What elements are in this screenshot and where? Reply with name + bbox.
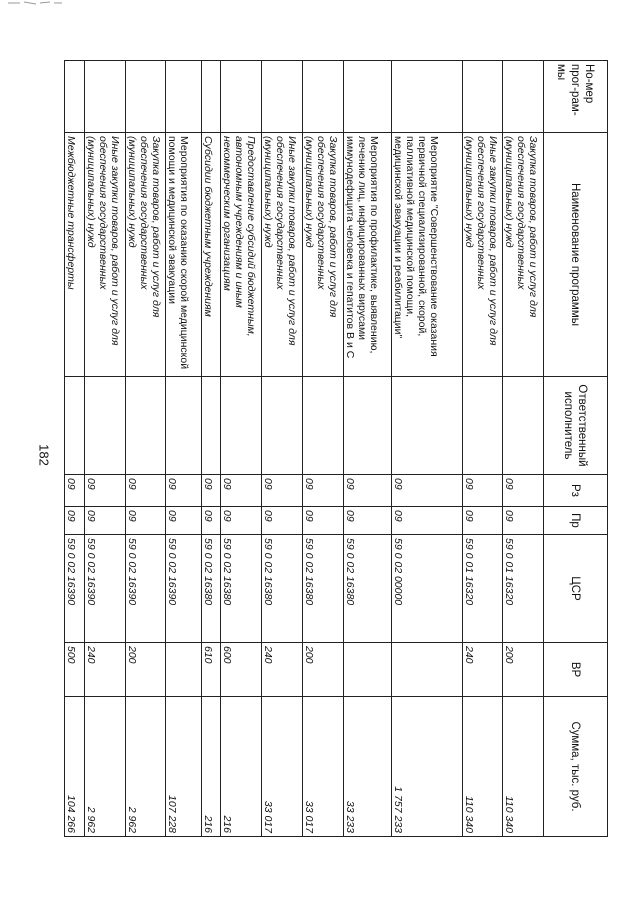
cell-vr: 200 bbox=[302, 643, 343, 697]
cell-program-name: Мероприятия по профилактике, выявлению, лечению лиц, инфицированных вирусами иммунодефицита человека и гепатитов В и С bbox=[343, 133, 391, 377]
cell-program-name: Закупка товаров, работ и услуг для обеспечения государственных (муниципальных) нужд bbox=[125, 133, 166, 377]
cell-executor bbox=[262, 377, 303, 475]
cell-vr: 240 bbox=[462, 643, 503, 697]
cell-sum: 104 266 bbox=[65, 697, 85, 837]
cell-rz: 09 bbox=[302, 475, 343, 507]
col-sum: Сумма, тыс. руб. bbox=[544, 697, 608, 837]
col-pr: Пр bbox=[544, 507, 608, 535]
cell-csr: 59 0 02 16380 bbox=[262, 535, 303, 643]
cell-rz: 09 bbox=[166, 475, 201, 507]
cell-program-number bbox=[201, 61, 221, 133]
cell-program-number bbox=[65, 61, 85, 133]
cell-vr: 610 bbox=[201, 643, 221, 697]
cell-vr bbox=[166, 643, 201, 697]
cell-program-name: Иные закупки товаров, работ и услуг для обеспечения государственных (муниципальных) нужд bbox=[262, 133, 303, 377]
cell-executor bbox=[166, 377, 201, 475]
cell-program-name: Межбюджетные трансферты bbox=[65, 133, 85, 377]
table-row bbox=[65, 61, 85, 837]
col-executor: Ответственный исполнитель bbox=[544, 377, 608, 475]
cell-program-name: Иные закупки товаров, работ и услуг для обеспечения государственных (муниципальных) нужд bbox=[84, 133, 125, 377]
cell-rz: 09 bbox=[65, 475, 85, 507]
cell-program-number bbox=[392, 61, 462, 133]
cell-pr: 09 bbox=[166, 507, 201, 535]
cell-sum: 2 962 bbox=[84, 697, 125, 837]
cell-csr: 59 0 01 16320 bbox=[503, 535, 544, 643]
cell-executor bbox=[462, 377, 503, 475]
cell-vr: 600 bbox=[221, 643, 262, 697]
cell-vr: 240 bbox=[84, 643, 125, 697]
cell-pr: 09 bbox=[503, 507, 544, 535]
cell-vr: 200 bbox=[503, 643, 544, 697]
cell-program-name: Предоставление субсидий бюджетным, автономным учреждениям и иным некоммерческим организациям bbox=[221, 133, 262, 377]
cell-rz: 09 bbox=[343, 475, 391, 507]
cell-csr: 59 0 01 16320 bbox=[462, 535, 503, 643]
cell-vr: 240 bbox=[262, 643, 303, 697]
cell-executor bbox=[65, 377, 85, 475]
cell-pr: 09 bbox=[84, 507, 125, 535]
col-rz: Рз bbox=[544, 475, 608, 507]
cell-rz: 09 bbox=[221, 475, 262, 507]
cell-pr: 09 bbox=[462, 507, 503, 535]
table-body bbox=[65, 61, 544, 837]
col-vr: ВР bbox=[544, 643, 608, 697]
cell-program-number bbox=[462, 61, 503, 133]
cell-sum: 33 017 bbox=[262, 697, 303, 837]
table-row bbox=[201, 61, 221, 837]
cell-executor bbox=[201, 377, 221, 475]
table-row bbox=[84, 61, 125, 837]
cell-vr: 200 bbox=[125, 643, 166, 697]
cell-pr: 09 bbox=[65, 507, 85, 535]
cell-rz: 09 bbox=[392, 475, 462, 507]
cell-pr: 09 bbox=[201, 507, 221, 535]
cell-csr: 59 0 02 16380 bbox=[221, 535, 262, 643]
cell-executor bbox=[503, 377, 544, 475]
cell-csr: 59 0 02 16380 bbox=[201, 535, 221, 643]
cell-sum: 216 bbox=[221, 697, 262, 837]
cell-csr: 59 0 02 16380 bbox=[302, 535, 343, 643]
cell-sum: 107 228 bbox=[166, 697, 201, 837]
table-row bbox=[392, 61, 462, 837]
cell-executor bbox=[84, 377, 125, 475]
table-row bbox=[166, 61, 201, 837]
table-row bbox=[125, 61, 166, 837]
cell-csr: 59 0 02 16390 bbox=[166, 535, 201, 643]
cell-program-number bbox=[166, 61, 201, 133]
cell-program-number bbox=[503, 61, 544, 133]
cell-rz: 09 bbox=[262, 475, 303, 507]
cell-program-name: Мероприятия по оказанию скорой медицинской помощи и медицинской эвакуации bbox=[166, 133, 201, 377]
cell-executor bbox=[343, 377, 391, 475]
cell-program-name: Субсидии бюджетным учреждениям bbox=[201, 133, 221, 377]
page-number: 182 bbox=[36, 444, 52, 466]
cell-csr: 59 0 02 16390 bbox=[125, 535, 166, 643]
cell-program-number bbox=[84, 61, 125, 133]
cell-sum: 110 340 bbox=[462, 697, 503, 837]
cell-csr: 59 0 02 00000 bbox=[392, 535, 462, 643]
cell-vr bbox=[343, 643, 391, 697]
col-csr: ЦСР bbox=[544, 535, 608, 643]
cell-pr: 09 bbox=[221, 507, 262, 535]
cell-rz: 09 bbox=[84, 475, 125, 507]
table-row bbox=[462, 61, 503, 837]
cell-csr: 59 0 02 16390 bbox=[84, 535, 125, 643]
col-program-number: Но-мер прог-рам-мы bbox=[544, 61, 608, 133]
table-row bbox=[503, 61, 544, 837]
cell-rz: 09 bbox=[503, 475, 544, 507]
cell-program-number bbox=[262, 61, 303, 133]
cell-vr bbox=[392, 643, 462, 697]
cell-pr: 09 bbox=[302, 507, 343, 535]
cell-program-name: Иные закупки товаров, работ и услуг для обеспечения государственных (муниципальных) нужд bbox=[462, 133, 503, 377]
cell-sum: 33 017 bbox=[302, 697, 343, 837]
table-header-row bbox=[544, 61, 608, 837]
cell-program-name: Закупка товаров, работ и услуг для обеспечения государственных (муниципальных) нужд bbox=[503, 133, 544, 377]
cell-csr: 59 0 02 16390 bbox=[65, 535, 85, 643]
cell-program-name: Закупка товаров, работ и услуг для обеспечения государственных (муниципальных) нужд bbox=[302, 133, 343, 377]
cell-pr: 09 bbox=[262, 507, 303, 535]
cell-sum: 1 757 233 bbox=[392, 697, 462, 837]
cell-sum: 216 bbox=[201, 697, 221, 837]
cell-program-number bbox=[221, 61, 262, 133]
table-row bbox=[302, 61, 343, 837]
cell-executor bbox=[302, 377, 343, 475]
cell-program-number bbox=[125, 61, 166, 133]
cell-sum: 2 962 bbox=[125, 697, 166, 837]
budget-table bbox=[64, 60, 608, 837]
col-program-name: Наименование программы bbox=[544, 133, 608, 377]
cell-rz: 09 bbox=[125, 475, 166, 507]
cell-vr: 500 bbox=[65, 643, 85, 697]
cell-rz: 09 bbox=[201, 475, 221, 507]
cell-executor bbox=[392, 377, 462, 475]
table-row bbox=[221, 61, 262, 837]
cell-pr: 09 bbox=[343, 507, 391, 535]
cell-executor bbox=[221, 377, 262, 475]
table-row bbox=[343, 61, 391, 837]
cell-rz: 09 bbox=[462, 475, 503, 507]
cell-sum: 110 340 bbox=[503, 697, 544, 837]
cell-pr: 09 bbox=[392, 507, 462, 535]
cell-sum: 33 233 bbox=[343, 697, 391, 837]
rotated-table-container bbox=[64, 60, 608, 836]
header-scribble bbox=[6, 0, 66, 6]
table-row bbox=[262, 61, 303, 837]
cell-pr: 09 bbox=[125, 507, 166, 535]
cell-csr: 59 0 02 16380 bbox=[343, 535, 391, 643]
cell-program-number bbox=[343, 61, 391, 133]
cell-program-number bbox=[302, 61, 343, 133]
cell-program-name: Мероприятие "Совершенствование оказания первичной специализированной, скорой, паллиативной медицинской помощи, медицинской эвакуации и реабилитации" bbox=[392, 133, 462, 377]
cell-executor bbox=[125, 377, 166, 475]
